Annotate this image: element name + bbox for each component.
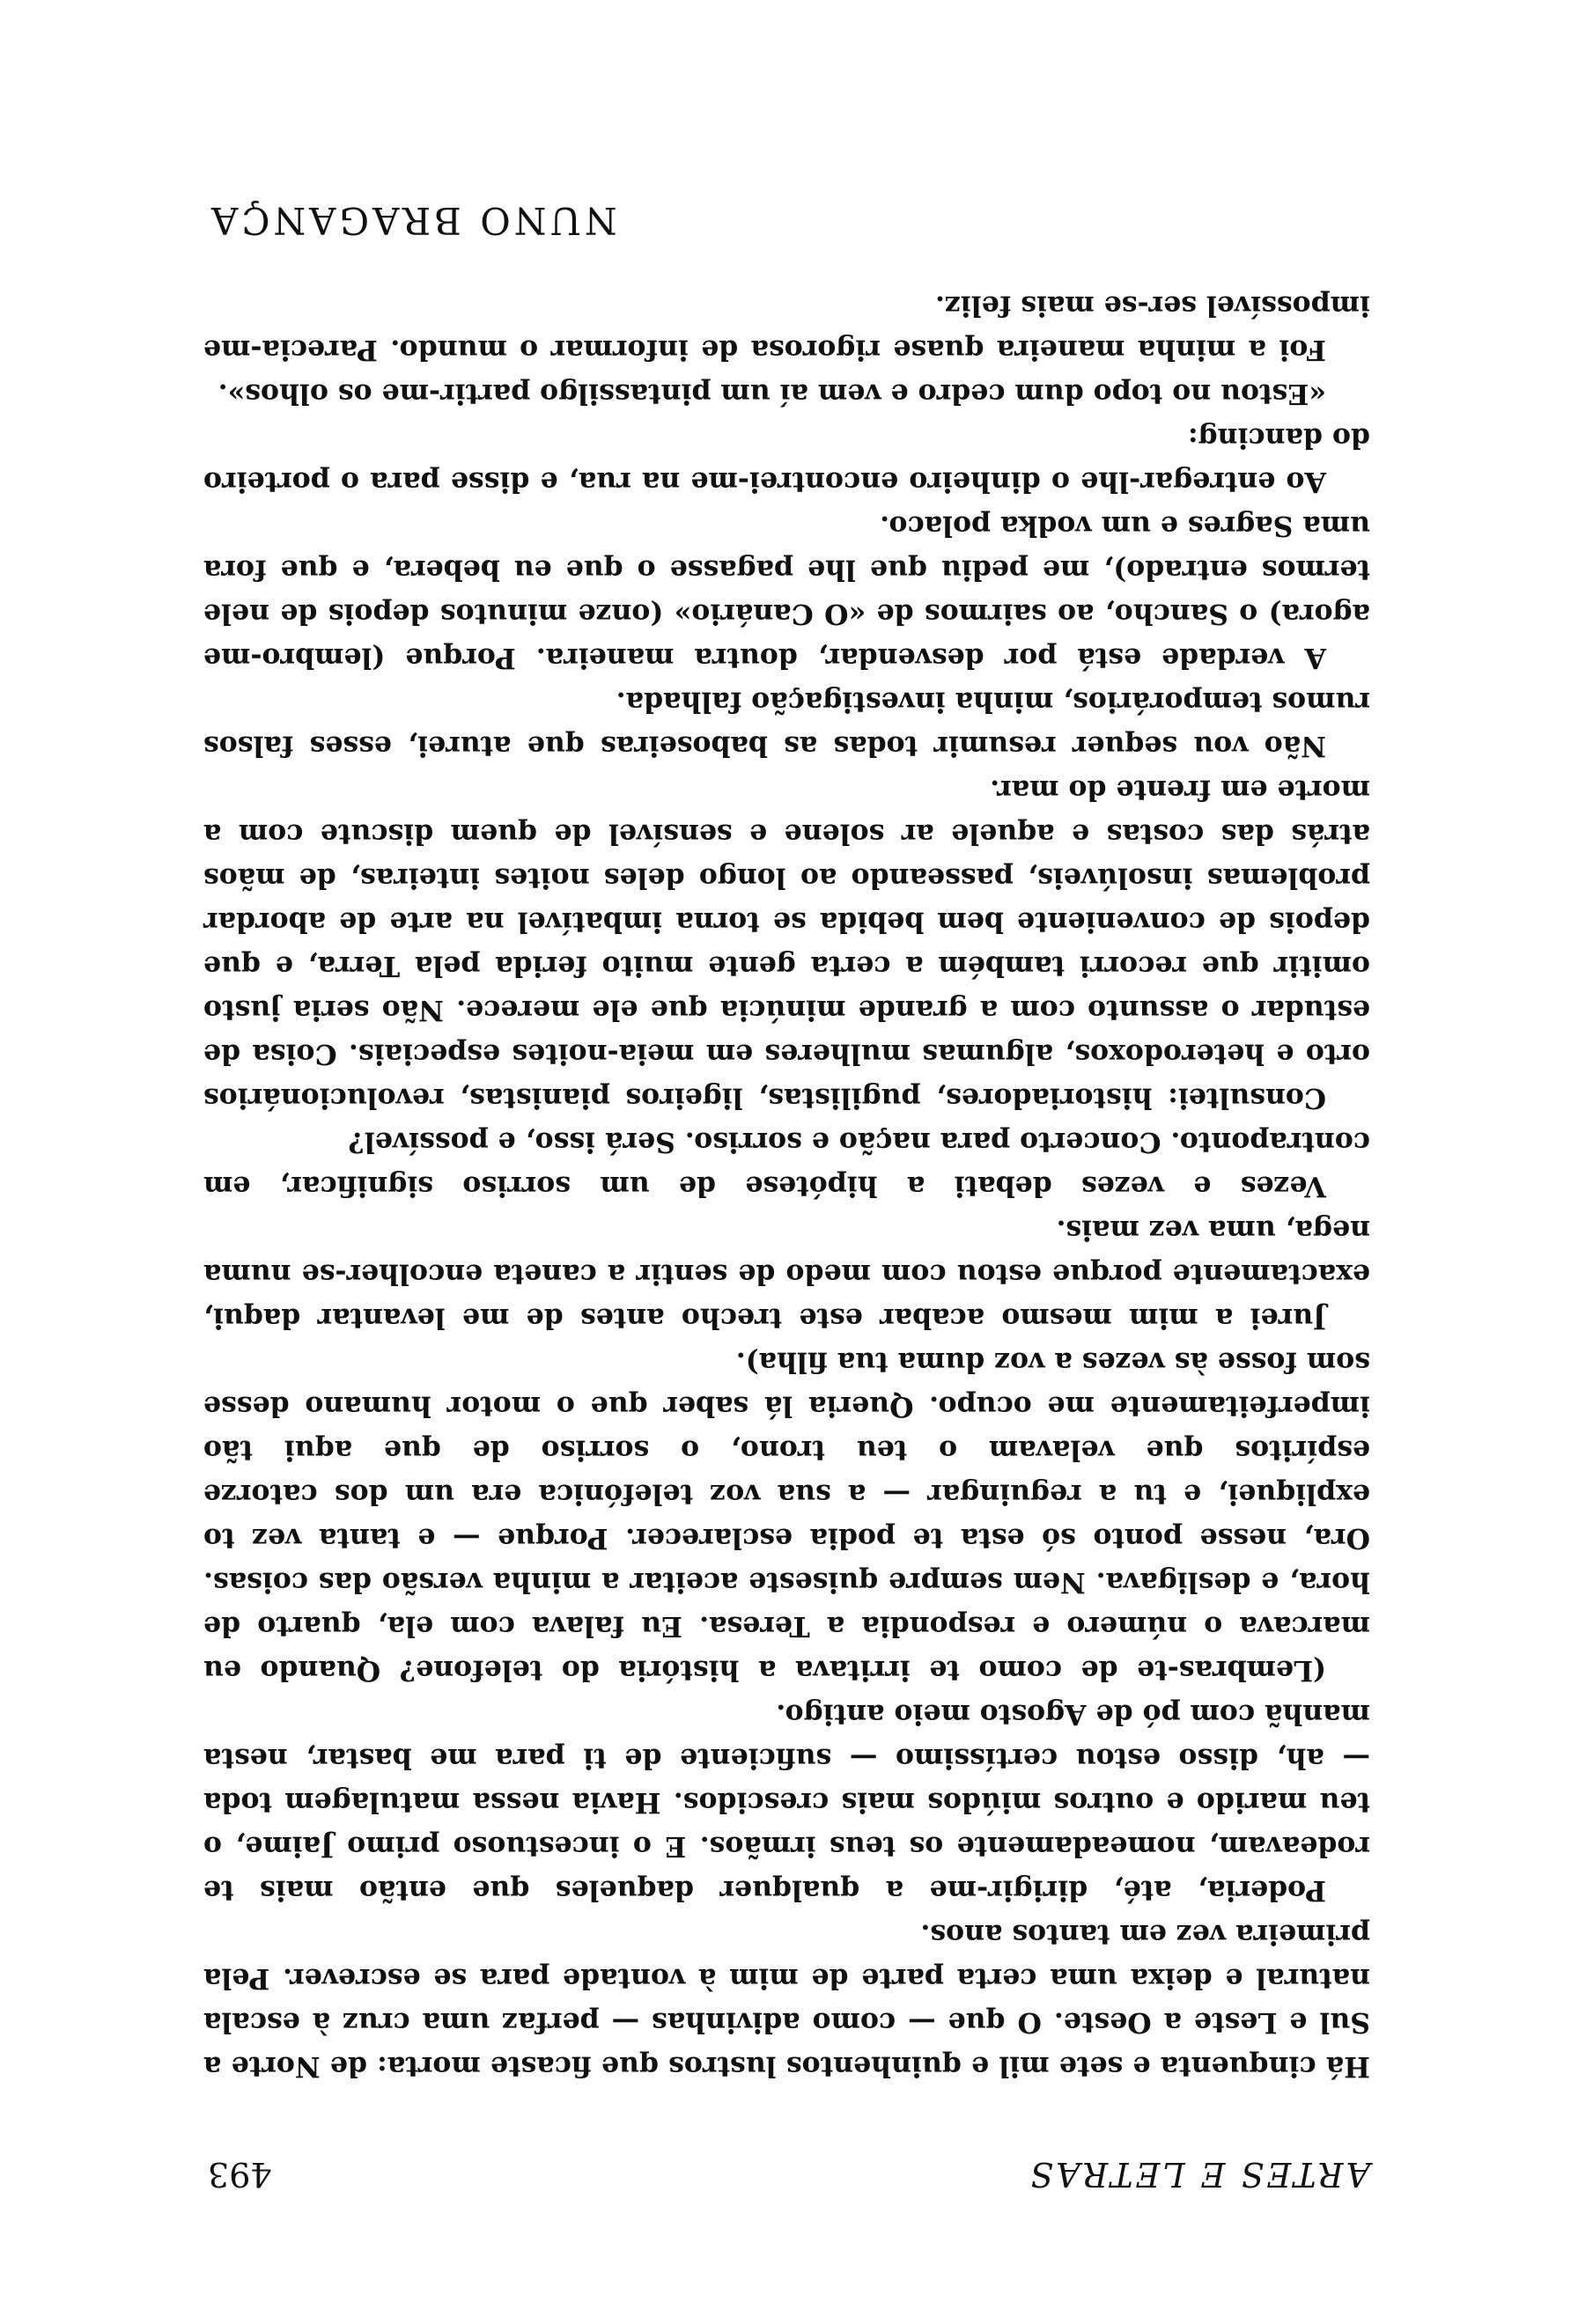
paragraph: (Lembras-te de como te irritava a história do telefone? Quando eu marcava o número e respondia a Teresa. Eu falava com ela, quarto de hora, e desligava. Nem sempre quiseste aceitar a minha versão das coisas. Ora, nesse ponto só esta te podia esclarecer. Porque — e tanta vez to expliquei, e tu a reguingar — a sua voz telefónica era um dos catorze espíritos que velavam o teu trono, o sorriso de que aqui tão imperfeitamente me ocupo. Queria lá saber que o motor humano desse som fosse às vezes a voz duma tua filha).: [203, 1346, 1370, 1687]
paragraph: Poderia, até, dirigir-me a qualquer daqueles que então mais te rodeavam, nomeadamente os teus irmãos. E o incestuoso primo Jaime, o teu marido e outros miúdos mais crescidos. Havia nessa matulagem toda — ah, disso estou certíssimo — suficiente de ti para me bastar, nesta manhã com pó de Agosto meio antigo.: [203, 1698, 1370, 1907]
paragraph: «Estou no topo dum cedro e vem aí um pintassilgo partir-me os olhos».: [218, 378, 1326, 410]
paragraph: Jurei a mim mesmo acabar este trecho antes de me levantar daqui, exactamente porque estou com medo de sentir a caneta encolher-se numa nega, uma vez mais.: [203, 1214, 1370, 1335]
page-number: 493: [208, 2155, 272, 2194]
paragraph: Há cinquenta e sete mil e quinhentos lustros que ficaste morta: de Norte a Sul e Leste a Oeste. O que — como adivinhas — perfaz uma cruz à escala natural e deixa uma certa parte de mim à vontade para se escrever. Pela primeira vez em tantos anos.: [203, 1918, 1370, 2083]
running-head: [208, 2141, 1370, 2194]
running-head-title: ARTES E LETRAS: [1028, 2155, 1370, 2194]
paragraph: Consultei: historiadores, pugilistas, ligeiros pianistas, revolucionários orto e heterodoxos, algumas mulheres em meia-noites especiais. Coisa de estudar o assunto com a grande minúcia que ele merece. Não seria justo omitir que recorri também a certa gente muito ferida pela Terra, e que depois de conveniente bem bebida se torna imbatível na arte de abordar problemas insolúveis, passeando ao longo deles noites inteiras, de mãos atrás das costas e aquele ar solene e sensível de quem discute com a morte em frente do mar.: [203, 774, 1370, 1114]
paragraph: A verdade está por desvendar, doutra maneira. Porque (lembro-me agora) o Sancho, ao sairmos de «O Canário» (onze minutos depois de nele termos entrado), me pediu que lhe pagasse o que eu bebera, e que fora uma Sagres e um vodka polaco.: [203, 510, 1370, 674]
paragraph: Ao entregar-lhe o dinheiro encontrei-me na rua, e disse para o porteiro do dancing:: [203, 422, 1370, 498]
body-text: [203, 283, 1370, 2088]
paragraph: Vezes e vezes debati a hipótese de um sorriso significar, em contraponto. Concerto para nação e sorriso. Será isso, e possível?: [203, 1126, 1370, 1202]
author-signature: NUNO BRAGANÇA: [208, 199, 617, 242]
paragraph: Foi a minha maneira quase rigorosa de informar o mundo. Parecia-me impossível ser-se mais feliz.: [203, 290, 1370, 366]
paragraph: Não vou sequer resumir todas as baboseiras que aturei, esses falsos rumos temporários, minha investigação falhada.: [203, 686, 1370, 762]
